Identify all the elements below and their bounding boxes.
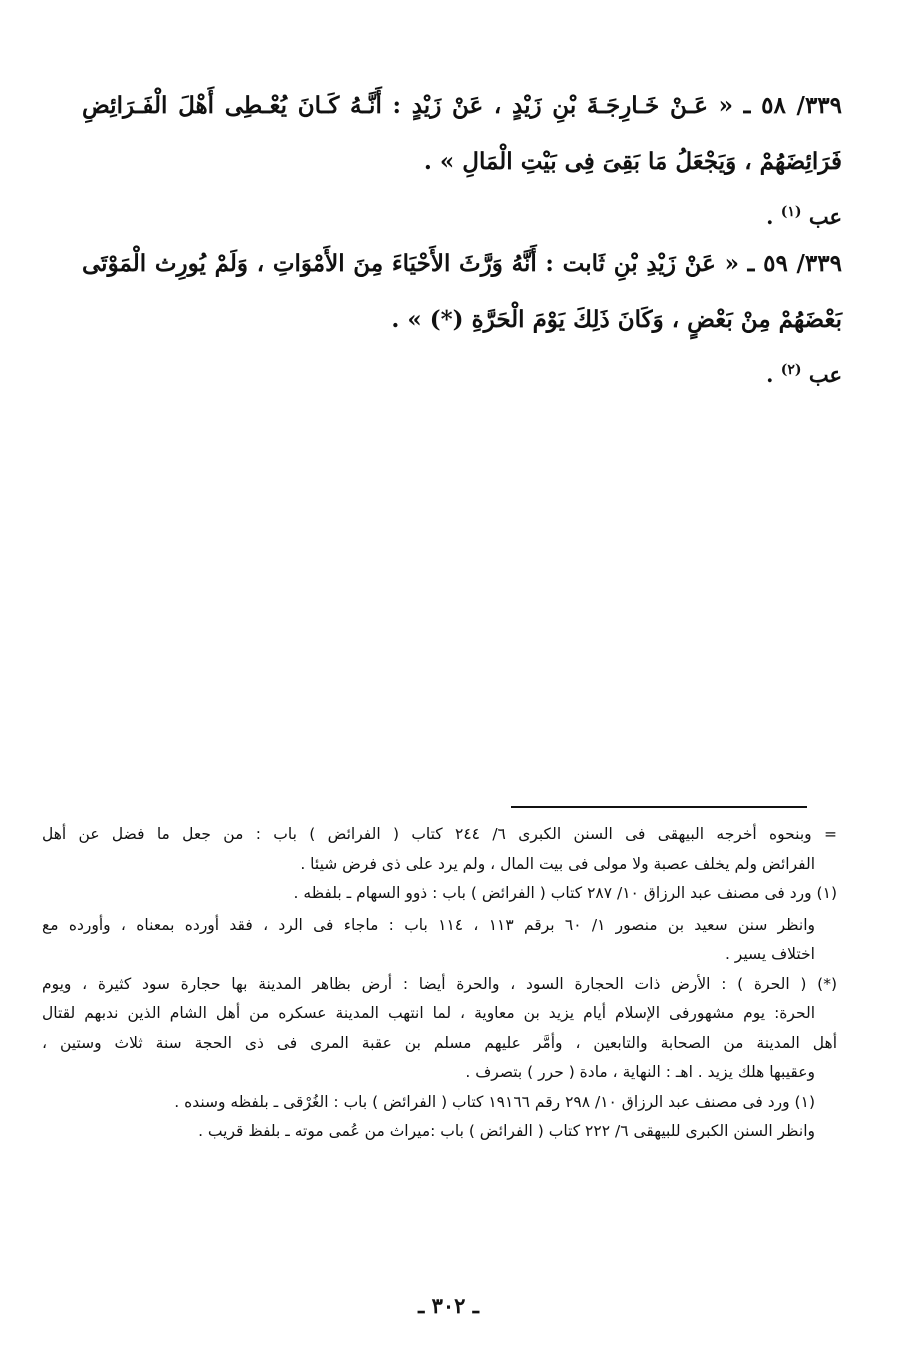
footnote-line: أهل المدينة من الصحابة والتابعين ، وأمَّر عليهم مسلم بن عقبة المرى فى ذى الحجة سنة ثلاث وستين ، [42,1033,837,1052]
footnote-separator [511,806,807,808]
footnote-line: وعقيبها هلك يزيد . اهـ : النهاية ، مادة ( حرر ) بتصرف . [465,1063,815,1081]
source-label: عب [808,362,842,387]
footnote-line: الفرائض ولم يخلف عصبة ولا مولى فى بيت المال ، ولم يرد على ذى فرض شيئا . [300,854,815,873]
footnote-marker: (٢) [780,362,802,378]
page-number: ـ ٣٠٢ ـ [418,1293,479,1318]
footnote-line: وانظر السنن الكبرى للبيهقى ٦/ ٢٢٢ كتاب ( الفرائض ) باب :ميراث من عُمى موته ـ بلفظ قريب . [198,1122,815,1140]
hadith-entry-59 [82,236,842,394]
footnote-line: = وبنحوه أخرجه البيهقى فى السنن الكبرى ٦/ ٢٤٤ كتاب ( الفرائض ) باب : من جعل ما فضل عن أهل [42,825,837,843]
footnote-line: (١) ورد فى مصنف عبد الرزاق ١٠/ ٢٩٨ رقم ١٩١٦٦ كتاب ( الفرائض ) باب : الغُرْقى ـ بلفظه وسنده . [174,1092,815,1111]
entry-line: فَرَائِضَهُمْ ، وَيَجْعَلُ مَا بَقِىَ فِى بَيْتِ الْمَالِ » . [423,148,842,175]
main-text [82,78,842,394]
footnotes [42,820,837,1147]
source-reference [82,348,842,394]
footnote-line: الحرة: يوم مشهورفى الإسلام أيام يزيد بن معاوية ، لما انتهب المدينة عسكره من أهل الشام الذين ندبهم لقتال [42,1004,815,1022]
source-end: . [766,204,781,229]
entry-line: بَعْضَهُمْ مِنْ بَعْضٍ ، وَكَانَ ذَلِكَ يَوْمَ الْحَرَّةِ (*) » . [391,306,842,333]
footnote-line: اختلاف يسير . [724,945,815,963]
hadith-entry-58 [82,78,842,236]
entry-line: ٣٣٩/ ٥٨ ـ « عَـنْ خَـارِجَـةَ بْنِ زَيْدٍ ، عَنْ زَيْدٍ : أَنَّـهُ كَـانَ يُعْـطِى أَهْلَ الْفَـرَائِضِ [82,92,842,119]
entry-line: ٣٣٩/ ٥٩ ـ « عَنْ زَيْدِ بْنِ ثَابت : أَنَّهُ وَرَّثَ الأَحْيَاءَ مِنَ الأَمْوَاتِ ، وَلَمْ يُورِث الْمَوْتَى [82,250,842,277]
source-end: . [766,362,781,387]
source-reference [82,190,842,236]
footnote-line: (*) ( الحرة ) : الأرض ذات الحجارة السود ، والحرة أيضا : أرض بظاهر المدينة بها حجارة سود كثيرة ، ويوم [42,974,837,993]
source-label: عب [808,204,842,229]
footnote-line: (١) ورد فى مصنف عبد الرزاق ١٠/ ٢٨٧ كتاب ( الفرائض ) باب : ذوو السهام ـ بلفظه . [293,884,837,902]
footnote-marker: (١) [780,204,802,220]
footnote-line: وانظر سنن سعيد بن منصور ١/ ٦٠ برقم ١١٣ ، ١١٤ باب : ماجاء فى الرد ، فقد أورده بمعناه ، وأورده مع [42,915,816,934]
